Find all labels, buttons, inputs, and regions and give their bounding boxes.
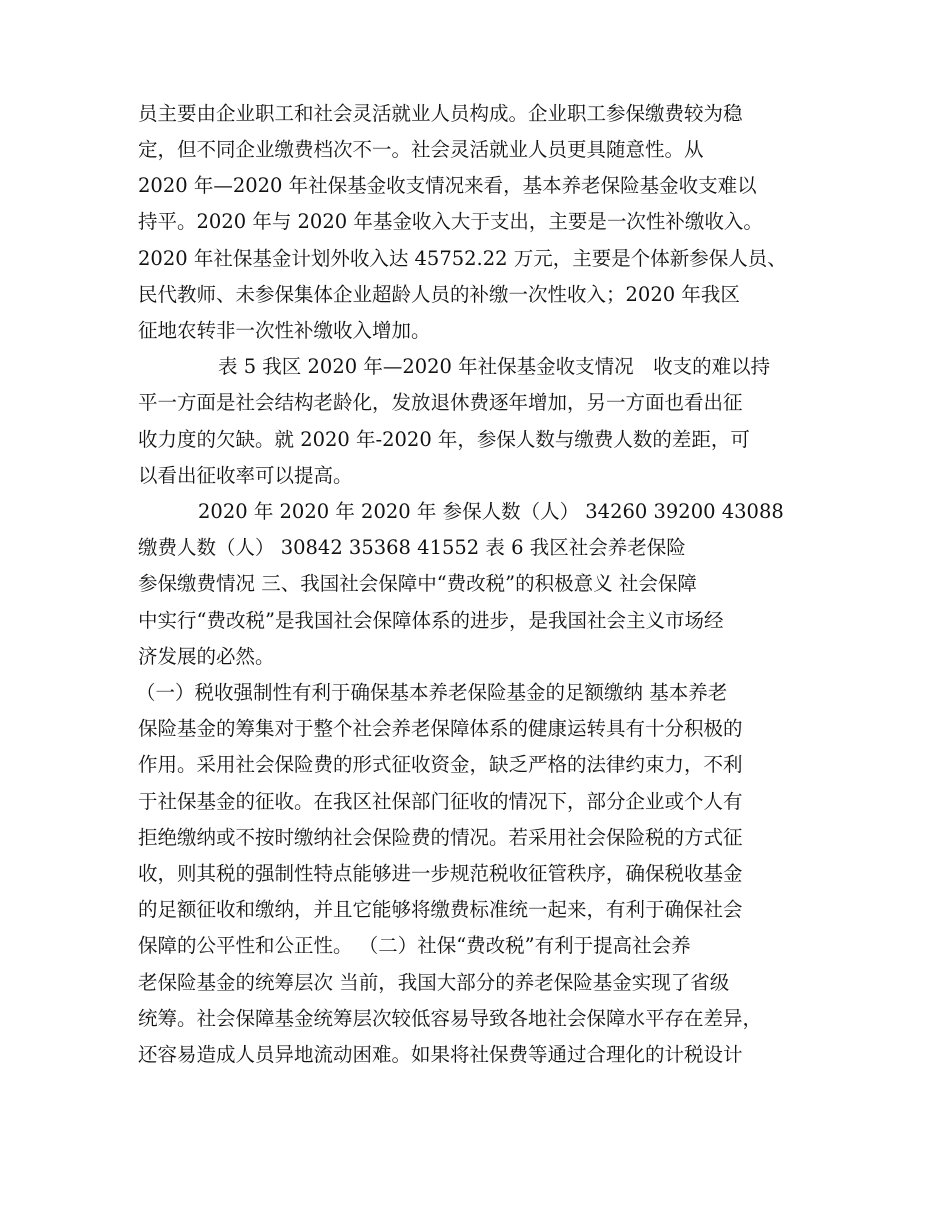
text-line: 的足额征收和缴纳，并且它能够将缴费标准统一起来，有利于确保社会	[138, 898, 743, 921]
text-line: 保险基金的筹集对于整个社会养老保障体系的健康运转具有十分积极的	[138, 717, 743, 740]
text-line: 员主要由企业职工和社会灵活就业人员构成。企业职工参保缴费较为稳	[138, 102, 743, 125]
table-caption-line: 表 5 我区 2020 年—2020 年社保基金收支情况 收支的难以持	[218, 355, 771, 378]
text-line: 拒绝缴纳或不按时缴纳社会保险费的情况。若采用社会保险税的方式征	[138, 826, 743, 849]
text-line: 作用。采用社会保险费的形式征收资金，缺乏严格的法律约束力，不利	[138, 753, 743, 776]
section-heading-line: （一）税收强制性有利于确保基本养老保险基金的足额缴纳 基本养老	[136, 681, 728, 704]
text-line: 以看出征收率可以提高。	[138, 464, 353, 487]
text-line: 收，则其税的强制性特点能够进一步规范税收征管秩序，确保税收基金	[138, 862, 743, 885]
text-line: 老保险基金的统筹层次 当前，我国大部分的养老保险基金实现了省级	[138, 971, 730, 994]
text-line: 民代教师、未参保集体企业超龄人员的补缴一次性收入；2020 年我区	[138, 283, 740, 306]
text-line: 中实行“费改税”是我国社会保障体系的进步，是我国社会主义市场经	[138, 609, 724, 632]
text-line: 参保缴费情况 三、我国社会保障中“费改税”的积极意义 社会保障	[138, 572, 697, 595]
table-data-line: 2020 年 2020 年 2020 年 参保人数（人） 34260 39200 43088	[198, 500, 784, 523]
text-line: 济发展的必然。	[138, 645, 275, 668]
text-line: 征地农转非一次性补缴收入增加。	[138, 319, 431, 342]
text-line: 收力度的欠缺。就 2020 年-2020 年，参保人数与缴费人数的差距，可	[138, 428, 750, 451]
text-line: 于社保基金的征收。在我区社保部门征收的情况下，部分企业或个人有	[138, 790, 743, 813]
text-line: 统筹。社会保障基金统筹层次较低容易导致各地社会保障水平存在差异，	[138, 1007, 763, 1030]
text-line: 保障的公平性和公正性。 （二）社保“费改税”有利于提高社会养	[138, 934, 691, 957]
text-line: 定，但不同企业缴费档次不一。社会灵活就业人员更具随意性。从	[138, 138, 704, 161]
text-line: 平一方面是社会结构老龄化，发放退休费逐年增加，另一方面也看出征	[138, 391, 743, 414]
text-line: 2020 年—2020 年社保基金收支情况来看，基本养老保险基金收支难以	[138, 174, 757, 197]
text-line: 持平。2020 年与 2020 年基金收入大于支出，主要是一次性补缴收入。	[138, 210, 763, 233]
table-data-line: 缴费人数（人） 30842 35368 41552 表 6 我区社会养老保险	[138, 536, 686, 559]
text-line: 2020 年社保基金计划外收入达 45752.22 万元，主要是个体新参保人员、	[138, 247, 787, 270]
text-line: 还容易造成人员异地流动困难。如果将社保费等通过合理化的计税设计	[138, 1043, 743, 1066]
